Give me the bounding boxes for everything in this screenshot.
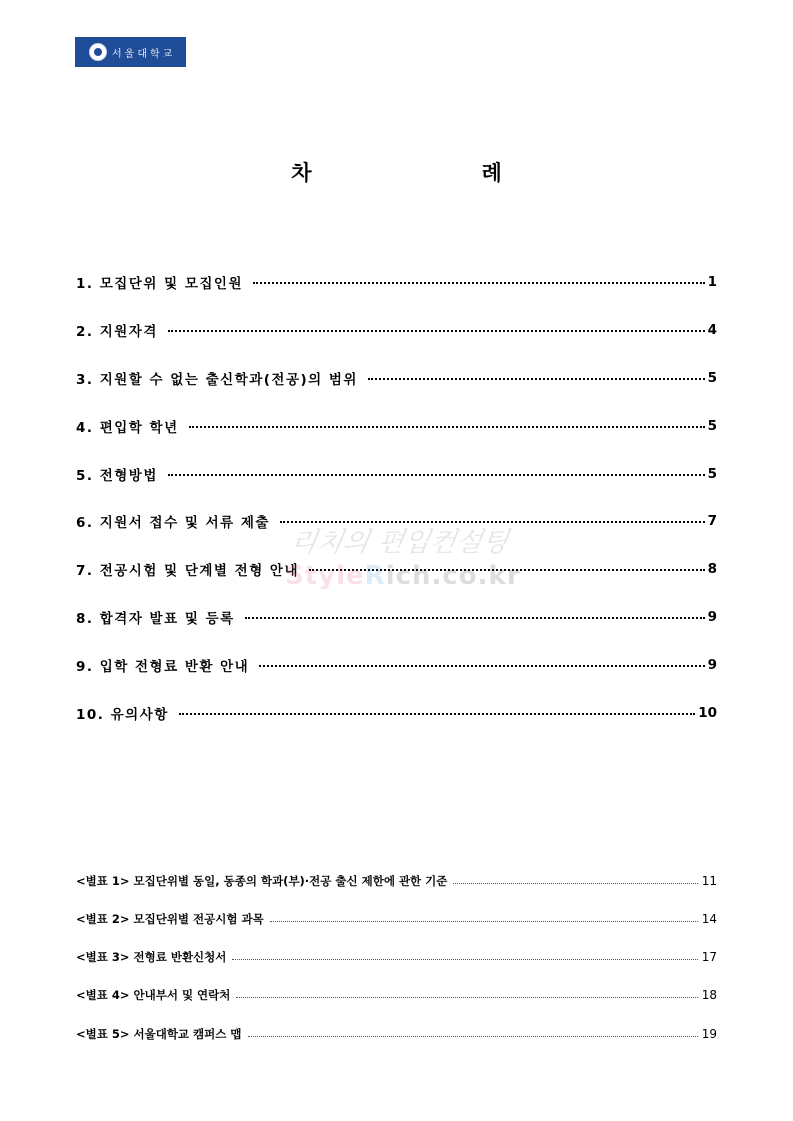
appendix-item[interactable] [76, 984, 717, 1006]
appendix-item-page: 17 [701, 950, 717, 964]
toc-item[interactable] [76, 270, 717, 294]
dot-leader [168, 330, 705, 332]
university-logo [75, 37, 186, 67]
toc-item-label: 2. 지원자격 [76, 324, 158, 340]
dot-leader [232, 959, 697, 960]
watermark-style: Style [285, 561, 365, 591]
appendix-item-label: <별표 5> 서울대학교 캠퍼스 맵 [76, 1027, 242, 1041]
toc-item-label: 9. 입학 전형료 반환 안내 [76, 659, 250, 675]
watermark-line1: 리치의 편입컨설팅 [288, 527, 511, 558]
appendix-item-label: <별표 2> 모집단위별 전공시험 과목 [76, 912, 264, 926]
appendix-item-page: 11 [701, 874, 717, 888]
toc-item[interactable] [76, 462, 717, 486]
toc-item-page: 5 [707, 370, 717, 386]
appendix-item-page: 14 [701, 912, 717, 926]
toc-item-page: 10 [698, 705, 717, 721]
toc-item-label: 4. 편입학 학년 [76, 420, 179, 436]
dot-leader [168, 474, 705, 476]
dot-leader [248, 1036, 698, 1037]
appendix-item[interactable] [76, 870, 717, 892]
appendix-item-label: <별표 4> 안내부서 및 연락처 [76, 988, 231, 1002]
dot-leader [179, 713, 695, 715]
dot-leader [270, 921, 698, 922]
dot-leader [453, 883, 697, 884]
dot-leader [245, 617, 705, 619]
toc-item-page: 7 [707, 513, 717, 529]
toc-item[interactable] [76, 366, 717, 390]
watermark-r: R [364, 561, 386, 591]
appendix-item-label: <별표 1> 모집단위별 동일, 동종의 학과(부)·전공 출신 제한에 관한 기준 [76, 874, 448, 888]
dot-leader [253, 282, 705, 284]
toc-item[interactable] [76, 509, 717, 533]
toc-item-label: 5. 전형방법 [76, 468, 158, 484]
toc-item-page: 5 [707, 466, 717, 482]
dot-leader [309, 569, 705, 571]
toc-item-page: 5 [707, 418, 717, 434]
toc-item-label: 3. 지원할 수 없는 출신학과(전공)의 범위 [76, 372, 358, 388]
toc-item[interactable] [76, 414, 717, 438]
toc-item[interactable] [76, 318, 717, 342]
toc-item[interactable] [76, 605, 717, 629]
toc-item-page: 1 [707, 274, 717, 290]
dot-leader [189, 426, 705, 428]
title-right: 례 [481, 161, 502, 185]
dot-leader [368, 378, 705, 380]
appendix-item-label: <별표 3> 전형료 반환신청서 [76, 950, 227, 964]
toc-item-label: 10. 유의사항 [76, 707, 169, 723]
toc-item[interactable] [76, 557, 717, 581]
dot-leader [236, 997, 697, 998]
title-left: 차 [291, 161, 312, 185]
toc-item-page: 9 [707, 609, 717, 625]
appendix-item[interactable] [76, 1023, 717, 1045]
toc-item-page: 8 [707, 561, 717, 577]
appendix-item[interactable] [76, 908, 717, 930]
dot-leader [259, 665, 704, 667]
logo-text: 서울대학교 [112, 48, 176, 60]
university-seal-icon [89, 43, 107, 61]
page-title [0, 157, 793, 187]
toc-item-label: 7. 전공시험 및 단계별 전형 안내 [76, 563, 300, 579]
appendix-item[interactable] [76, 946, 717, 968]
appendix-item-page: 19 [701, 1027, 717, 1041]
toc-item-label: 8. 합격자 발표 및 등록 [76, 611, 235, 627]
toc-item-page: 4 [707, 322, 717, 338]
appendix-item-page: 18 [701, 988, 717, 1002]
toc-item-page: 9 [707, 657, 717, 673]
toc-item-label: 6. 지원서 접수 및 서류 제출 [76, 515, 270, 531]
toc-item[interactable] [76, 701, 717, 725]
toc-item[interactable] [76, 653, 717, 677]
watermark-rest: ich.co.kr [385, 561, 521, 591]
toc-item-label: 1. 모집단위 및 모집인원 [76, 276, 243, 292]
dot-leader [280, 521, 705, 523]
